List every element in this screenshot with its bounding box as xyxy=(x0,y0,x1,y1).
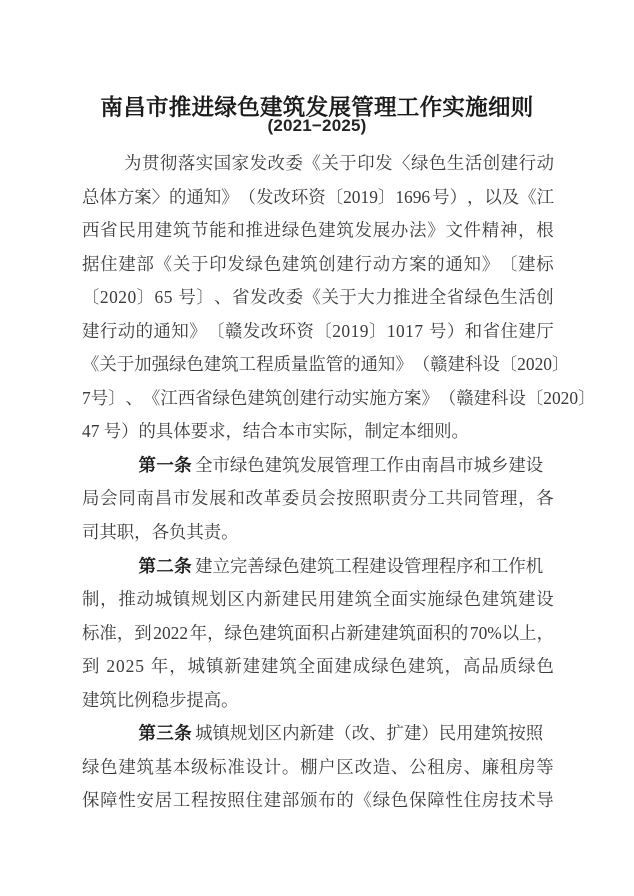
text-line: 7 号 〕 、 《 江 西 省 绿 色 建 筑 创 建 行 动 实 施 方 案 》 （ 赣 建 科 设 〔 2 0 2 0 〕 xyxy=(82,387,596,408)
text-line: 局 会 同 南 昌 市 发 展 和 改 革 委 员 会 按 照 职 责 分 工 共 同 管 理 ， 各 xyxy=(82,488,554,509)
text-line: 建筑比例稳步提高。 xyxy=(82,689,239,710)
page-title: 南昌市推进绿色建筑发展管理工作实施细则 xyxy=(100,95,534,121)
text-line: 总 体 方 案 〉 的 通 知 》 （ 发 改 环 资 〔 2 0 1 9 〕 1 6 9 6 号 ） ， 以 及 《 江 xyxy=(82,186,554,207)
text-line: 西 省 民 用 建 筑 节 能 和 推 进 绿 色 建 筑 发 展 办 法 》 文 件 精 神 ， 根 xyxy=(82,220,554,241)
text-line: 为 贯 彻 落 实 国 家 发 改 委 《 关 于 印 发 〈 绿 色 生 活 创 建 行 动 xyxy=(124,153,554,173)
text-line: 司其职，各负其责。 xyxy=(82,522,239,543)
article-label: 第二条 xyxy=(138,555,193,576)
article-heading-line: 第二条 建 立 完 善 绿 色 建 筑 工 程 建 设 管 理 程 序 和 工 作 机 xyxy=(82,550,554,584)
text-line: 到 2 0 2 5 年 ， 城 镇 新 建 建 筑 全 面 建 成 绿 色 建 筑 ， 高 品 质 绿 色 xyxy=(82,656,554,677)
text-line: 制 ， 推 动 城 镇 规 划 区 内 新 建 民 用 建 筑 全 面 实 施 绿 色 建 筑 建 设 xyxy=(82,589,554,610)
text-line: 据 住 建 部 《 关 于 印 发 绿 色 建 筑 创 建 行 动 方 案 的 通 知 》 〔 建 标 xyxy=(82,253,554,274)
text-line: 绿 色 建 筑 基 本 级 标 准 设 计 。 棚 户 区 改 造 、 公 租 房 、 廉 租 房 等 xyxy=(82,756,554,777)
text-line: 保 障 性 安 居 工 程 按 照 住 建 部 颁 布 的 《 绿 色 保 障 性 住 房 技 术 导 xyxy=(82,790,554,811)
article-label: 第一条 xyxy=(138,454,193,475)
text-line: 建 行 动 的 通 知 》 〔 赣 发 改 环 资 〔 2 0 1 9 〕 1 0 1 7 号 ） 和 省 住 建 厅 xyxy=(82,320,554,341)
article-heading-line: 第三条 城 镇 规 划 区 内 新 建 （ 改 、 扩 建 ） 民 用 建 筑 按 照 xyxy=(82,717,554,751)
article-heading-line: 第一条 全 市 绿 色 建 筑 发 展 管 理 工 作 由 南 昌 市 城 乡 建 设 xyxy=(82,449,554,483)
text-line: 标 准 ， 到 2 0 2 2 年 ， 绿 色 建 筑 面 积 占 新 建 建 筑 面 积 的 7 0 % 以 上 ， xyxy=(82,622,554,643)
text-line: 〔 2 0 2 0 〕 6 5 号 〕 、 省 发 改 委 《 关 于 大 力 推 进 全 省 绿 色 生 活 创 xyxy=(82,287,554,308)
document-body xyxy=(82,147,596,818)
text-line: 47 号）的具体要求，结合本市实际，制定本细则。 xyxy=(82,421,469,442)
text-line: 《 关 于 加 强 绿 色 建 筑 工 程 质 量 监 管 的 通 知 》 （ 赣 建 科 设 〔 2 0 2 0 〕 xyxy=(82,354,570,375)
page-subtitle: (2021−2025) xyxy=(267,116,367,135)
article-label: 第三条 xyxy=(138,723,193,744)
